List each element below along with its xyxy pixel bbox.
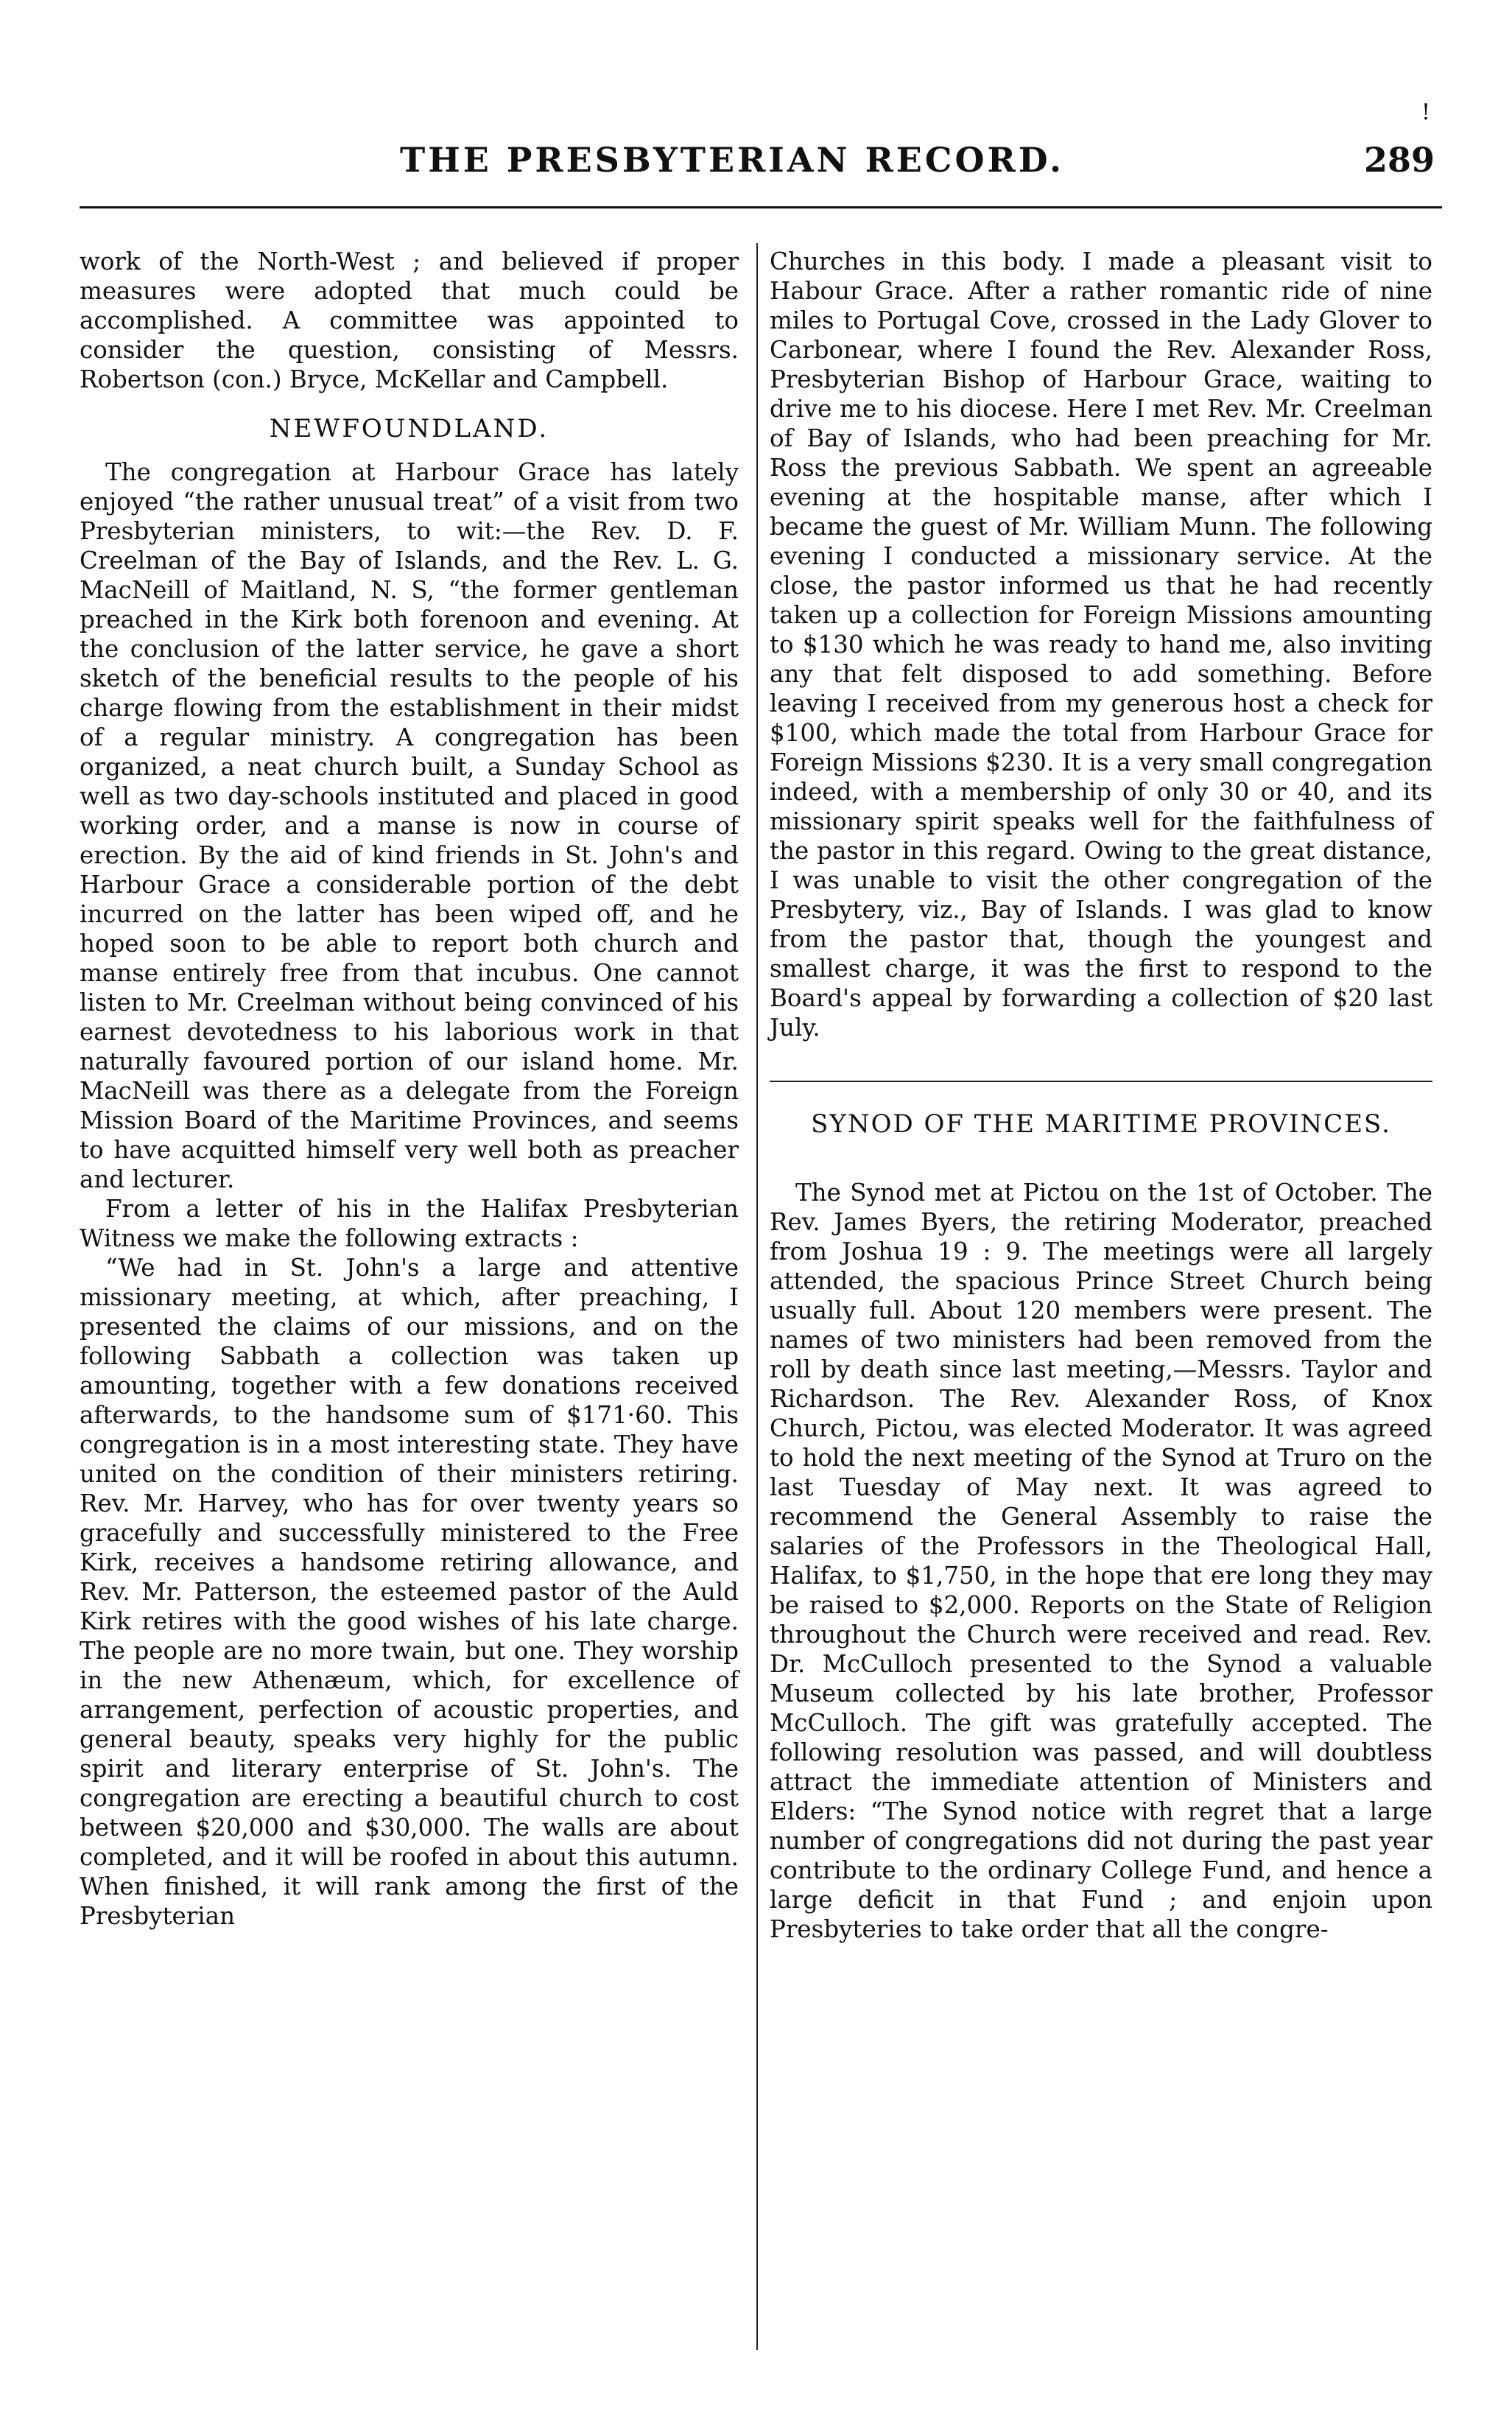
synod-paragraph: The Synod met at Pictou on the 1st of October. The Rev. James Byers, the retiring Moderator, preached from Joshua 19 : 9. The meetings were all largely attended, the spacious Prince Street Church being usually full. About 120 members were present. The names of two ministers had been removed from the roll by death since last meeting,—Messrs. Taylor and Richardson. The Rev. Alexander Ross, of Knox Church, Pictou, was elected Moderator. It was agreed to hold the next meeting of the Synod at Truro on the last Tuesday of May next. It was agreed to recommend the General Assembly to raise the salaries of the Professors in the Theological Hall, Halifax, to $1,750, in the hope that ere long they may be raised to $2,000. Reports on the State of Religion throughout the Church were received and read. Rev. Dr. McCulloch presented to the Synod a valuable Museum collected by his late brother, Professor McCulloch. The gift was gratefully accepted. The following resolution was passed, and will doubtless attract the immediate attention of Ministers and Elders: “The Synod notice with regret that a large number of congregations did not during the past year contribute to the ordinary College Fund, and hence a large deficit in that Fund ; and enjoin upon Presbyteries to take order that all the congre-	[770, 1179, 1432, 1943]
intro-paragraph: work of the North-West ; and believed if proper measures were adopted that much could be accomplished. A committee was appointed to consider the question, consisting of Messrs. Robertson (con.) Bryce, McKellar and Campbell.	[80, 248, 739, 393]
page-number: 289	[1363, 140, 1435, 180]
right-column	[770, 247, 1432, 1944]
page-mark: !	[1421, 99, 1431, 125]
newfoundland-paragraph-1: The congregation at Harbour Grace has lately enjoyed “the rather unusual treat” of a visit from two Presbyterian ministers, to wit:—the Rev. D. F. Creelman of the Bay of Islands, and the Rev. L. G. MacNeill of Maitland, N. S, “the former gentleman preached in the Kirk both forenoon and evening. At the conclusion of the latter service, he gave a short sketch of the beneficial results to the people of his charge flowing from the establishment in their midst of a regular ministry. A congregation has been organized, a neat church built, a Sunday School as well as two day-schools instituted and placed in good working order, and a manse is now in course of erection. By the aid of kind friends in St. John's and Harbour Grace a considerable portion of the debt incurred on the latter has been wiped off, and he hoped soon to be able to report both church and manse entirely free from that incubus. One cannot listen to Mr. Creelman without being convinced of his earnest devotedness to his laborious work in that naturally favoured portion of our island home. Mr. MacNeill was there as a delegate from the Foreign Mission Board of the Maritime Provinces, and seems to have acquitted himself very well both as preacher and lecturer.	[80, 458, 739, 1193]
left-column	[80, 247, 739, 1931]
newfoundland-paragraph-2: From a letter of his in the Halifax Presbyterian Witness we make the following extracts :	[80, 1195, 739, 1252]
publication-title: THE PRESBYTERIAN RECORD.	[400, 140, 1065, 180]
synod-heading: SYNOD OF THE MARITIME PROVINCES.	[811, 1109, 1391, 1139]
letter-continuation-paragraph: Churches in this body. I made a pleasant visit to Habour Grace. After a rather romantic ride of nine miles to Portugal Cove, crossed in the Lady Glover to Carbonear, where I found the Rev. Alexander Ross, Presbyterian Bishop of Harbour Grace, waiting to drive me to his diocese. Here I met Rev. Mr. Creelman of Bay of Islands, who had been preaching for Mr. Ross the previous Sabbath. We spent an agreeable evening at the hospitable manse, after which I became the guest of Mr. William Munn. The following evening I conducted a missionary service. At the close, the pastor informed us that he had recently taken up a collection for Foreign Missions amounting to $130 which he was ready to hand me, also inviting any that felt disposed to add something. Before leaving I received from my generous host a check for $100, which made the total from Harbour Grace for Foreign Missions $230. It is a very small congregation indeed, with a membership of only 30 or 40, and its missionary spirit speaks well for the faithfulness of the pastor in this regard. Owing to the great distance, I was unable to visit the other congregation of the Presbytery, viz., Bay of Islands. I was glad to know from the pastor that, though the youngest and smallest charge, it was the first to respond to the Board's appeal by forwarding a collection of $20 last July.	[770, 248, 1432, 1042]
section-divider	[770, 1081, 1432, 1082]
newfoundland-heading: NEWFOUNDLAND.	[269, 414, 549, 443]
newfoundland-paragraph-3: “We had in St. John's a large and attentive missionary meeting, at which, after preaching, I presented the claims of our missions, and on the following Sabbath a collection was taken up amounting, together with a few donations received afterwards, to the handsome sum of $171·60. This congregation is in a most interesting state. They have united on the condition of their ministers retiring. Rev. Mr. Harvey, who has for over twenty years so gracefully and successfully ministered to the Free Kirk, receives a handsome retiring allowance, and Rev. Mr. Patterson, the esteemed pastor of the Auld Kirk retires with the good wishes of his late charge. The people are no more twain, but one. They worship in the new Athenæum, which, for excellence of arrangement, perfection of acoustic properties, and general beauty, speaks very highly for the public spirit and literary enterprise of St. John's. The congregation are erecting a beautiful church to cost between $20,000 and $30,000. The walls are about completed, and it will be roofed in about this autumn. When finished, it will rank among the first of the Presbyterian	[80, 1254, 739, 1930]
running-header	[80, 133, 1442, 208]
column-divider	[756, 243, 758, 2350]
